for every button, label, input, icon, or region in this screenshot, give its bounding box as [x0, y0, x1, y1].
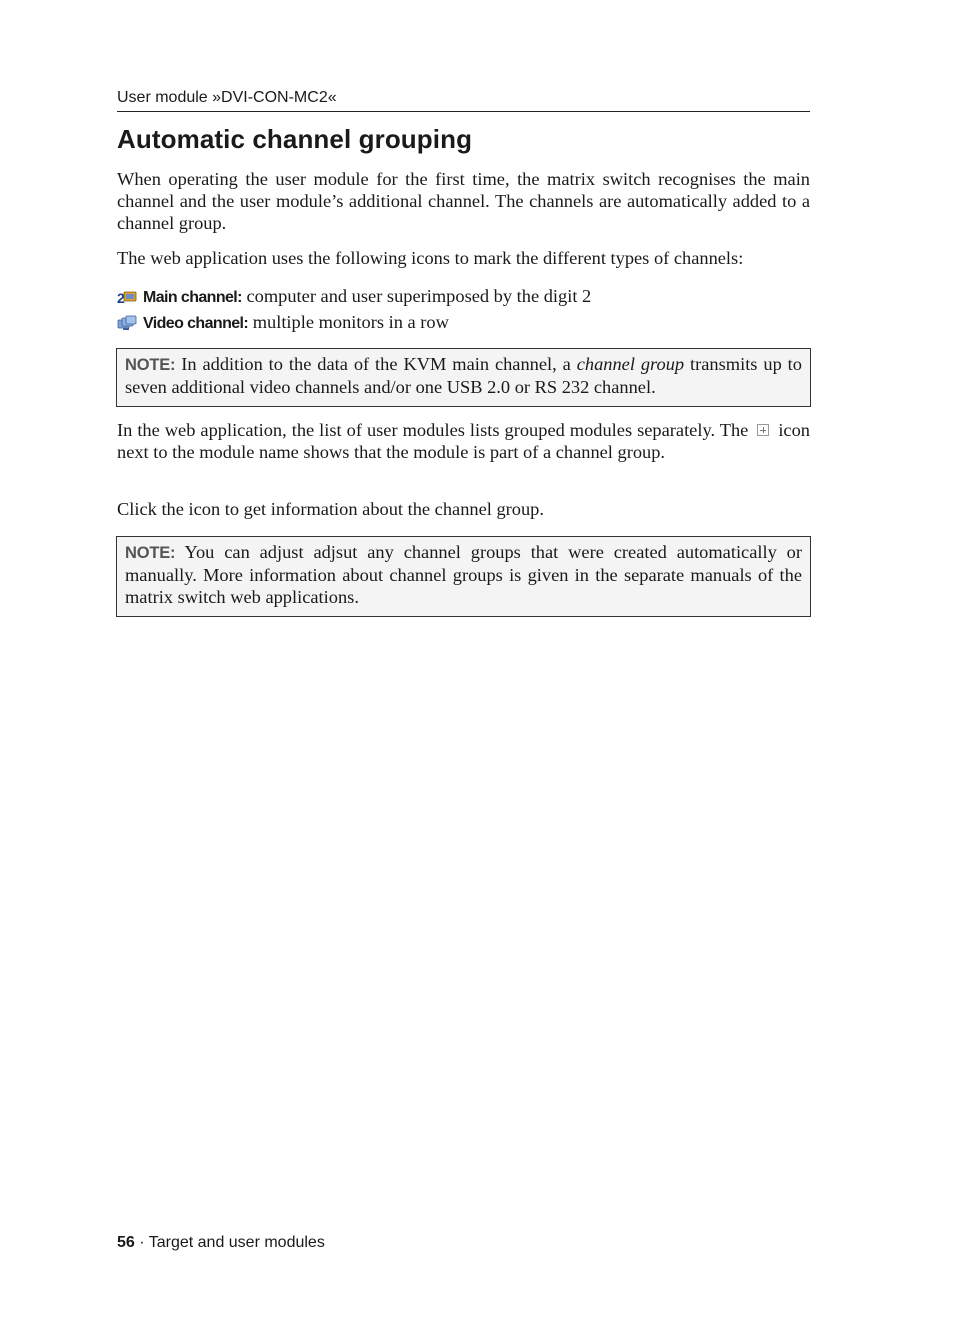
note-box-adjust-groups: [116, 536, 811, 617]
main-channel-label: Main channel:: [143, 289, 242, 306]
footer-section: · Target and user modules: [134, 1234, 325, 1251]
paragraph-text: In the web application, the list of user modules lists grouped modules separately. The: [117, 420, 749, 440]
paragraph-text-continued: icon next to the module name shows that the module is part of a channel group.: [117, 420, 810, 462]
main-channel-description: computer and user superimposed by the digit 2: [241, 286, 592, 306]
note-box-channel-group: [116, 348, 811, 407]
page-number: 56: [117, 1234, 135, 1251]
grouped-modules-paragraph: [117, 419, 810, 463]
note-text-continued: transmits up to seven additional video channels and/or one USB 2.0 or RS 232 channel.: [125, 354, 802, 397]
page-footer: [117, 1234, 325, 1252]
running-header: User module »DVI-CON-MC2«: [117, 89, 810, 112]
note-label: NOTE:: [125, 544, 176, 562]
main-channel-icon: [117, 288, 137, 304]
section-title: Automatic channel grouping: [117, 124, 473, 154]
intro-paragraph: When operating the user module for the first time, the matrix switch recognises the main channel and the user module’s additional channel. The channels are automatically added to a channel group.: [117, 169, 810, 233]
video-channel-description: multiple monitors in a row: [248, 312, 449, 332]
note-emphasis: channel group: [576, 354, 685, 374]
click-icon-paragraph: Click the icon to get information about the channel group.: [117, 499, 544, 519]
svg-text:2: 2: [117, 290, 125, 305]
video-channel-row: [117, 311, 449, 335]
video-channel-icon: [117, 314, 137, 330]
expand-plus-icon: [757, 424, 769, 436]
note-label: NOTE:: [125, 356, 176, 374]
main-channel-row: [117, 285, 591, 309]
icons-intro-paragraph: The web application uses the following icons to mark the different types of channels:: [117, 248, 744, 268]
video-channel-label: Video channel:: [143, 315, 249, 332]
note-text: In addition to the data of the KVM main channel, a: [175, 354, 577, 374]
note-text: You can adjust adjsut any channel groups that were created automatically or manually. More information about channel groups is given in the separate manuals of the matrix switch web applications.: [125, 542, 802, 607]
